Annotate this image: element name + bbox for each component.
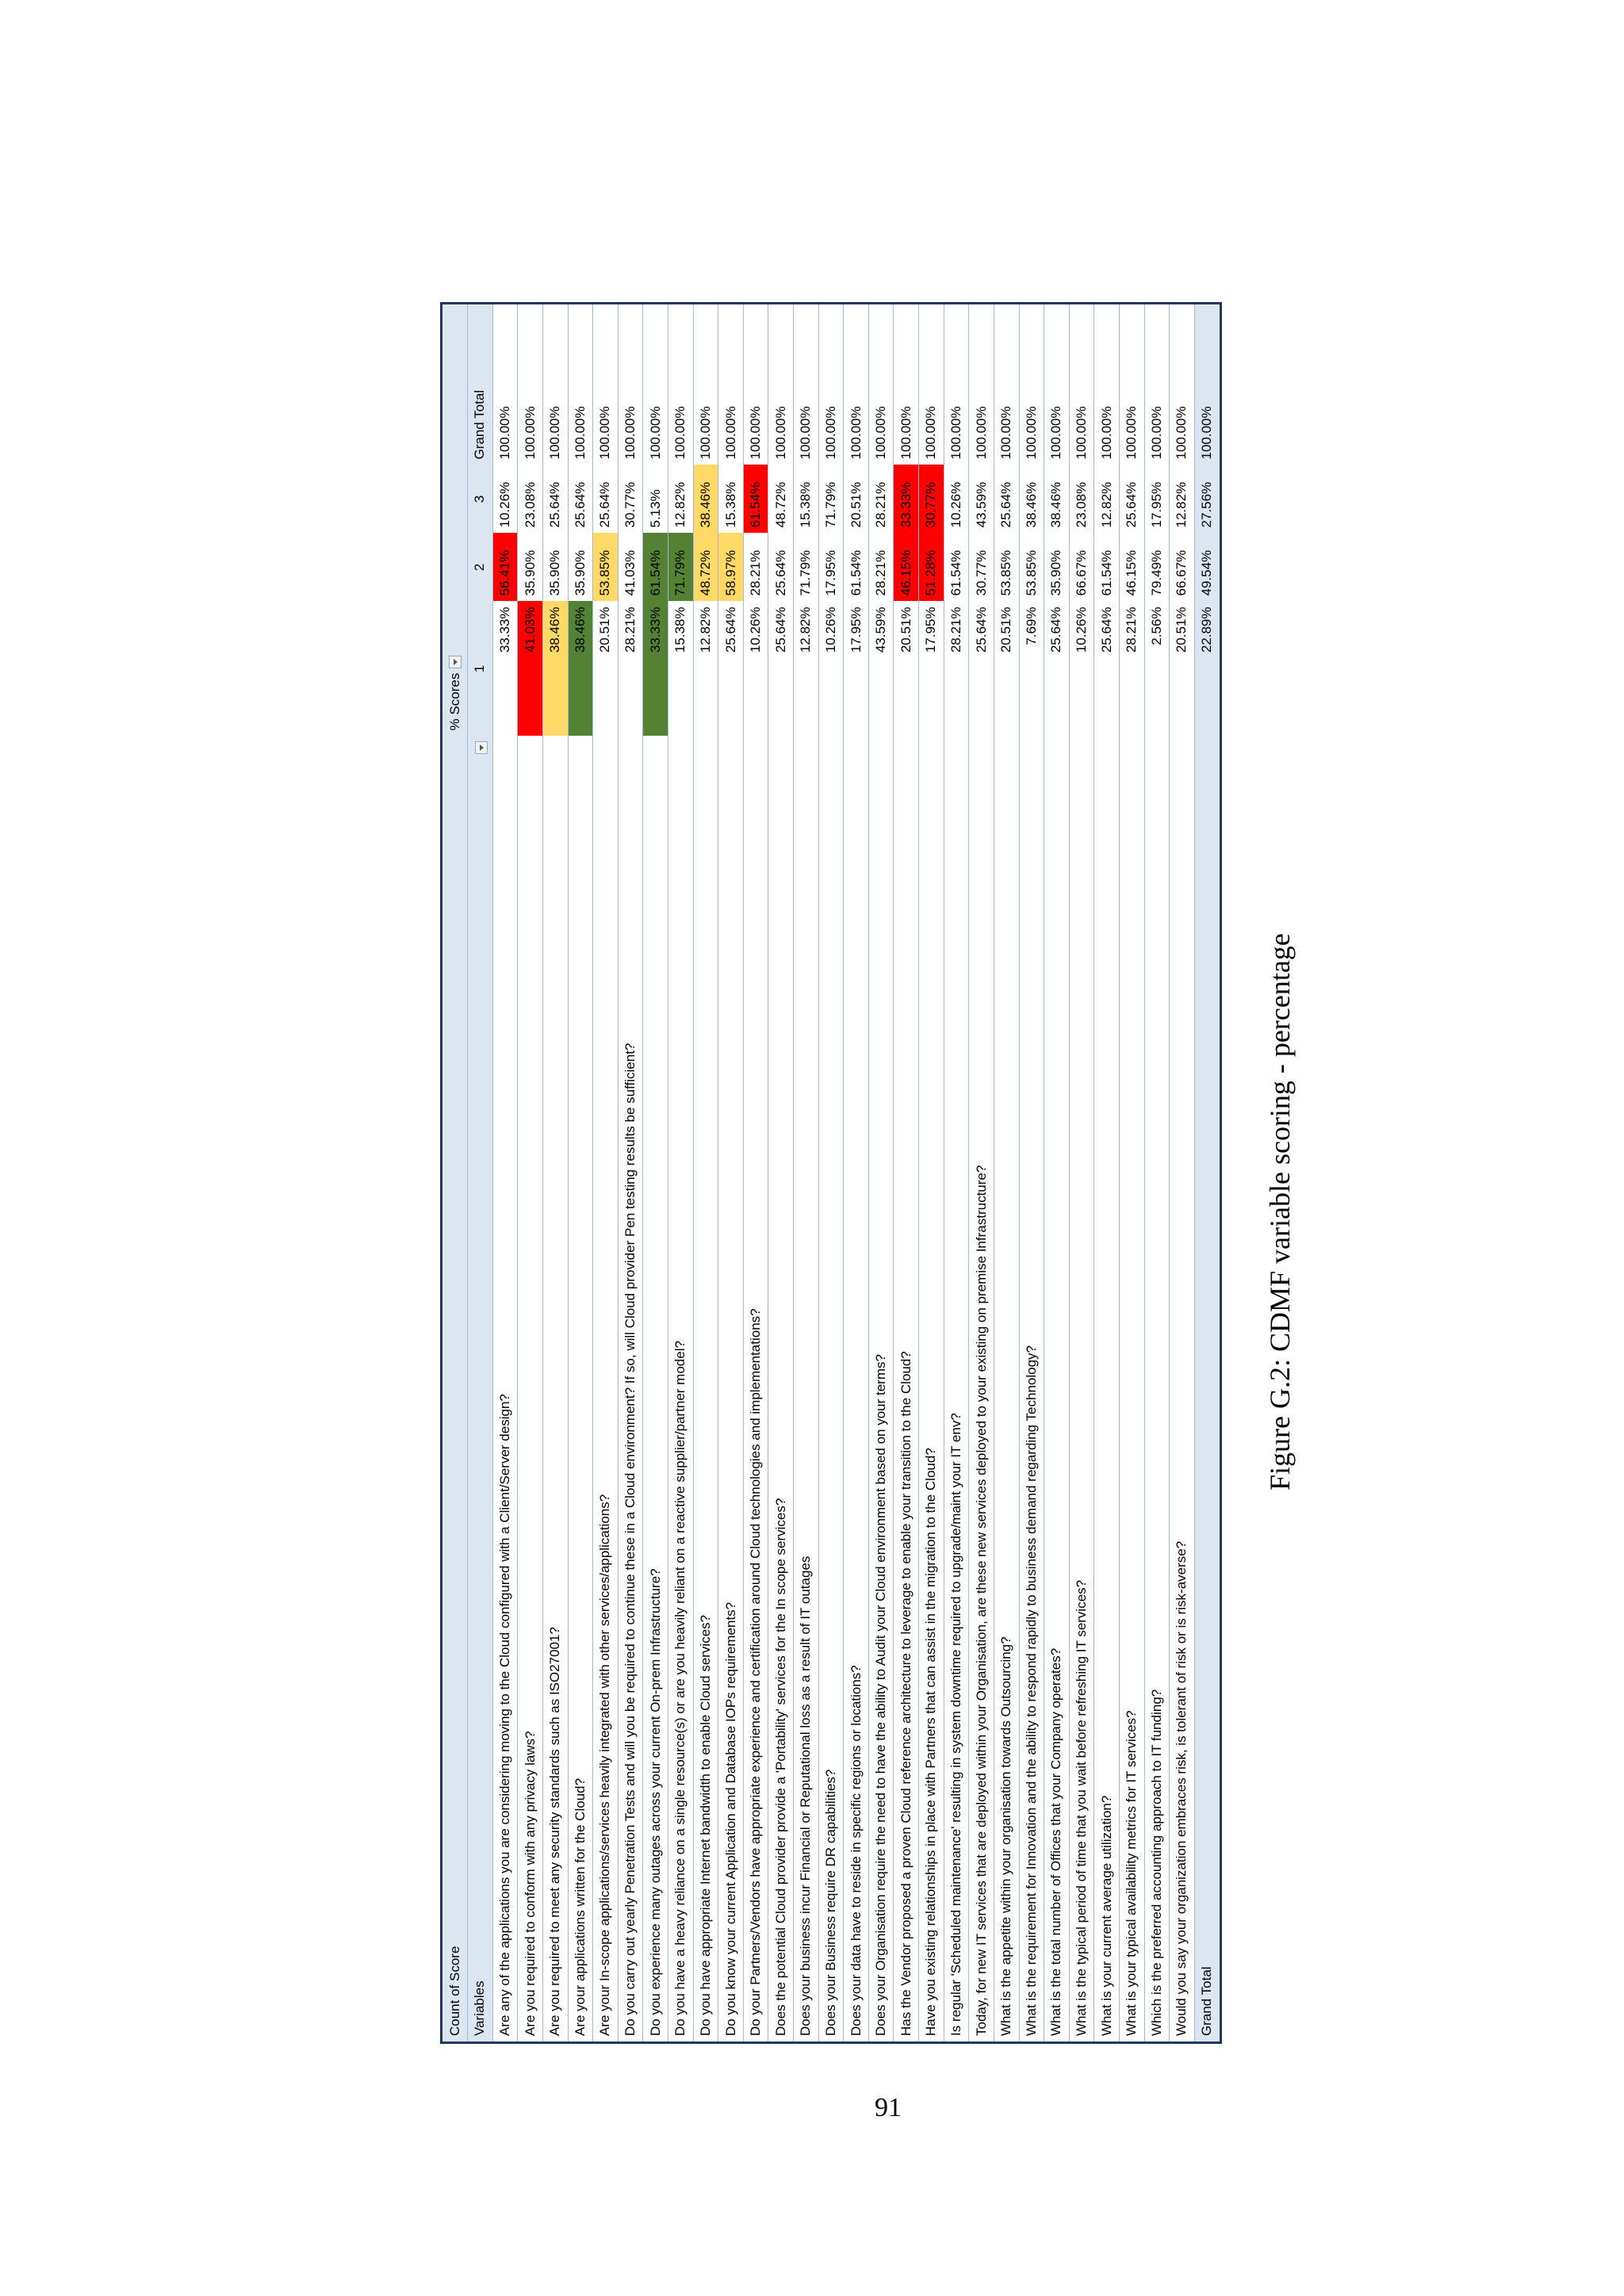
score-3-cell: 23.08% (1069, 465, 1094, 534)
grand-total-cell: 100.00% (518, 304, 543, 465)
table-row (568, 304, 593, 2043)
col-label-3: 3 (468, 465, 493, 534)
row-header: Variables (468, 737, 493, 2043)
score-2-cell: 61.54% (944, 534, 969, 602)
page-number: 91 (875, 2093, 902, 2122)
variable-label: Are your applications written for the Cloud? (568, 737, 593, 2043)
grand-total-cell: 100.00% (969, 304, 994, 465)
grand-total-cell: 100.00% (618, 304, 643, 465)
grand-total-cell: 100.00% (1069, 304, 1094, 465)
variable-label: Is regular 'Scheduled maintenance' resulting in system downtime required to upgrade/maint your IT env? (944, 737, 969, 2043)
table-row (643, 304, 668, 2043)
table-row (794, 304, 819, 2043)
grand-total-cell: 100.00% (868, 304, 894, 465)
score-3-cell: 10.26% (944, 465, 969, 534)
variable-label: Are you required to conform with any privacy laws? (518, 737, 543, 2043)
score-2-cell: 28.21% (868, 534, 894, 602)
score-1-cell: 28.21% (618, 602, 643, 737)
variable-label: Do you know your current Application and Database IOPs requirements? (718, 737, 744, 2043)
variable-label: What is the total number of Offices that your Company operates? (1044, 737, 1070, 2043)
variable-label: Do you have appropriate Internet bandwidth to enable Cloud services? (693, 737, 718, 2043)
score-1-cell: 25.64% (1044, 602, 1070, 737)
score-3-cell: 12.82% (668, 465, 693, 534)
score-2-cell: 66.67% (1170, 534, 1195, 602)
score-2-cell: 46.15% (894, 534, 919, 602)
score-3-cell: 38.46% (1044, 465, 1070, 534)
score-3-cell: 25.64% (994, 465, 1019, 534)
table-row (1044, 304, 1070, 2043)
score-3-cell: 15.38% (794, 465, 819, 534)
score-2-cell: 53.85% (1019, 534, 1044, 602)
values-header: % Scores (442, 602, 468, 737)
score-1-cell: 25.64% (718, 602, 744, 737)
table-row (518, 304, 543, 2043)
pivot-table (440, 302, 1222, 2044)
table-row (944, 304, 969, 2043)
score-1-cell: 2.56% (1144, 602, 1170, 737)
score-1-cell: 38.46% (542, 602, 568, 737)
variable-label: Which is the preferred accounting approach to IT funding? (1144, 737, 1170, 2043)
score-3-cell: 61.54% (743, 465, 768, 534)
score-2-cell: 61.54% (844, 534, 869, 602)
table-row (1094, 304, 1120, 2043)
score-2-cell: 61.54% (1094, 534, 1120, 602)
score-3-cell: 33.33% (894, 465, 919, 534)
score-3-cell: 25.64% (593, 465, 619, 534)
variable-label: What is your current average utilization? (1094, 737, 1120, 2043)
score-2-cell: 41.03% (618, 534, 643, 602)
score-1-cell: 28.21% (944, 602, 969, 737)
variable-label: Do your Partners/Vendors have appropriate experience and certification around Cloud technologies and implementations? (743, 737, 768, 2043)
grand-total-cell: 100.00% (643, 304, 668, 465)
score-3-cell: 38.46% (1019, 465, 1044, 534)
grand-total-value: 22.89% (1194, 602, 1220, 737)
variable-label: Are your In-scope applications/services heavily integrated with other services/applications? (593, 737, 619, 2043)
table-row (492, 304, 518, 2043)
score-2-cell: 35.90% (518, 534, 543, 602)
score-1-cell: 33.33% (492, 602, 518, 737)
col-label-grand-total: Grand Total (468, 304, 493, 465)
score-2-cell: 46.15% (1119, 534, 1144, 602)
score-1-cell: 25.64% (768, 602, 794, 737)
grand-total-cell: 100.00% (593, 304, 619, 465)
variable-label: What is the requirement for Innovation and the ability to respond rapidly to business demand regarding Technology? (1019, 737, 1044, 2043)
score-1-cell: 28.21% (1119, 602, 1144, 737)
score-3-cell: 38.46% (693, 465, 718, 534)
filter-dropdown-icon[interactable] (449, 656, 462, 668)
table-row (1019, 304, 1044, 2043)
variable-label: Does your data have to reside in specific regions or locations? (844, 737, 869, 2043)
figure-caption: Figure G.2: CDMF variable scoring - percentage (1264, 933, 1296, 1490)
grand-total-cell: 100.00% (1170, 304, 1195, 465)
grand-total-cell: 100.00% (743, 304, 768, 465)
grand-total-cell: 100.00% (768, 304, 794, 465)
grand-total-label: Grand Total (1194, 737, 1220, 2043)
grand-total-cell: 100.00% (894, 304, 919, 465)
score-2-cell: 35.90% (1044, 534, 1070, 602)
variable-label: Would you say your organization embraces risk, is tolerant of risk or is risk-averse? (1170, 737, 1195, 2043)
score-2-cell: 28.21% (743, 534, 768, 602)
score-2-cell: 53.85% (994, 534, 1019, 602)
score-1-cell: 38.46% (568, 602, 593, 737)
score-1-cell: 43.59% (868, 602, 894, 737)
header-row-columns (468, 304, 493, 2043)
score-3-cell: 12.82% (1094, 465, 1120, 534)
table-row (593, 304, 619, 2043)
variable-label: Do you have a heavy reliance on a single resource(s) or are you heavily reliant on a reactive supplier/partner model? (668, 737, 693, 2043)
grand-total-cell: 100.00% (718, 304, 744, 465)
score-3-cell: 15.38% (718, 465, 744, 534)
variable-label: Does your business incur Financial or Reputational loss as a result of IT outages (794, 737, 819, 2043)
grand-total-cell: 100.00% (944, 304, 969, 465)
variable-label: Today, for new IT services that are deployed within your Organisation, are these new services deployed to your existing on premise Infrastructure? (969, 737, 994, 2043)
score-2-cell: 35.90% (568, 534, 593, 602)
variable-label: What is the appetite within your organisation towards Outsourcing? (994, 737, 1019, 2043)
table-row (618, 304, 643, 2043)
table-row (1170, 304, 1195, 2043)
score-1-cell: 41.03% (518, 602, 543, 737)
grand-total-cell: 100.00% (668, 304, 693, 465)
table-row (718, 304, 744, 2043)
score-3-cell: 28.21% (868, 465, 894, 534)
table-row (994, 304, 1019, 2043)
score-1-cell: 7.69% (1019, 602, 1044, 737)
table-row (1069, 304, 1094, 2043)
variable-label: Has the Vendor proposed a proven Cloud reference architecture to leverage to enable your transition to the Cloud? (894, 737, 919, 2043)
table-row (868, 304, 894, 2043)
pivot-table-rotated (440, 304, 1222, 2044)
score-3-cell: 10.26% (492, 465, 518, 534)
score-3-cell: 30.77% (618, 465, 643, 534)
score-1-cell: 33.33% (643, 602, 668, 737)
grand-total-cell: 100.00% (568, 304, 593, 465)
variable-label: What is the typical period of time that you wait before refreshing IT services? (1069, 737, 1094, 2043)
score-3-cell: 30.77% (919, 465, 944, 534)
table-row (919, 304, 944, 2043)
variable-label: What is your typical availability metrics for IT services? (1119, 737, 1144, 2043)
score-1-cell: 20.51% (894, 602, 919, 737)
grand-total-cell: 100.00% (492, 304, 518, 465)
grand-total-cell: 100.00% (1119, 304, 1144, 465)
grand-total-cell: 100.00% (994, 304, 1019, 465)
score-3-cell: 71.79% (818, 465, 844, 534)
header-row-top (442, 304, 468, 2043)
table-row (818, 304, 844, 2043)
table-row (768, 304, 794, 2043)
score-1-cell: 25.64% (1094, 602, 1120, 737)
table-row (542, 304, 568, 2043)
score-2-cell: 17.95% (818, 534, 844, 602)
grand-total-cell: 100.00% (919, 304, 944, 465)
grand-total-cell: 100.00% (693, 304, 718, 465)
score-3-cell: 5.13% (643, 465, 668, 534)
row-filter-dropdown-icon[interactable] (475, 742, 488, 755)
score-3-cell: 48.72% (768, 465, 794, 534)
score-3-cell: 43.59% (969, 465, 994, 534)
score-1-cell: 10.26% (818, 602, 844, 737)
table-row (693, 304, 718, 2043)
score-3-cell: 25.64% (568, 465, 593, 534)
table-row (844, 304, 869, 2043)
table-row (743, 304, 768, 2043)
grand-total-cell: 100.00% (1094, 304, 1120, 465)
grand-total-cell: 100.00% (818, 304, 844, 465)
grand-total-cell: 100.00% (1019, 304, 1044, 465)
variable-label: Are you required to meet any security standards such as ISO27001? (542, 737, 568, 2043)
col-label-2: 2 (468, 534, 493, 602)
grand-total-value: 49.54% (1194, 534, 1220, 602)
variable-label: Do you experience many outages across your current On-prem Infrastructure? (643, 737, 668, 2043)
score-1-cell: 12.82% (794, 602, 819, 737)
score-2-cell: 71.79% (794, 534, 819, 602)
variable-label: Does your Business require DR capabilities? (818, 737, 844, 2043)
score-2-cell: 61.54% (643, 534, 668, 602)
table-row (1144, 304, 1170, 2043)
col-label-1: 1 (468, 602, 493, 737)
table-row (668, 304, 693, 2043)
grand-total-cell: 100.00% (542, 304, 568, 465)
score-2-cell: 30.77% (969, 534, 994, 602)
grand-total-cell: 100.00% (794, 304, 819, 465)
grand-total-row (1194, 304, 1220, 2043)
grand-total-value: 27.56% (1194, 465, 1220, 534)
variable-label: Do you carry out yearly Penetration Tests and will you be required to continue these in a Cloud environment? If so, will Cloud provider Pen testing results be sufficient? (618, 737, 643, 2043)
table-row (894, 304, 919, 2043)
score-2-cell: 58.97% (718, 534, 744, 602)
score-2-cell: 66.67% (1069, 534, 1094, 602)
score-1-cell: 12.82% (693, 602, 718, 737)
score-1-cell: 20.51% (994, 602, 1019, 737)
grand-total-value: 100.00% (1194, 304, 1220, 465)
variable-label: Have you existing relationships in place with Partners that can assist in the migration to the Cloud? (919, 737, 944, 2043)
score-2-cell: 53.85% (593, 534, 619, 602)
grand-total-cell: 100.00% (1044, 304, 1070, 465)
score-2-cell: 48.72% (693, 534, 718, 602)
score-3-cell: 23.08% (518, 465, 543, 534)
table-row (1119, 304, 1144, 2043)
table-row (969, 304, 994, 2043)
score-2-cell: 79.49% (1144, 534, 1170, 602)
score-3-cell: 20.51% (844, 465, 869, 534)
score-1-cell: 20.51% (1170, 602, 1195, 737)
score-2-cell: 71.79% (668, 534, 693, 602)
score-1-cell: 10.26% (1069, 602, 1094, 737)
score-3-cell: 25.64% (1119, 465, 1144, 534)
variable-label: Are any of the applications you are considering moving to the Cloud configured with a Client/Server design? (492, 737, 518, 2043)
score-1-cell: 10.26% (743, 602, 768, 737)
corner-label: Count of Score (442, 737, 468, 2043)
score-1-cell: 17.95% (844, 602, 869, 737)
grand-total-cell: 100.00% (844, 304, 869, 465)
score-2-cell: 51.28% (919, 534, 944, 602)
score-1-cell: 25.64% (969, 602, 994, 737)
score-3-cell: 12.82% (1170, 465, 1195, 534)
variable-label: Does the potential Cloud provider provide a 'Portability' services for the In scope services? (768, 737, 794, 2043)
score-2-cell: 56.41% (492, 534, 518, 602)
score-1-cell: 20.51% (593, 602, 619, 737)
variable-label: Does your Organisation require the need to have the ability to Audit your Cloud environment based on your terms? (868, 737, 894, 2043)
score-3-cell: 25.64% (542, 465, 568, 534)
score-1-cell: 17.95% (919, 602, 944, 737)
score-2-cell: 35.90% (542, 534, 568, 602)
score-1-cell: 15.38% (668, 602, 693, 737)
grand-total-cell: 100.00% (1144, 304, 1170, 465)
score-2-cell: 25.64% (768, 534, 794, 602)
score-3-cell: 17.95% (1144, 465, 1170, 534)
